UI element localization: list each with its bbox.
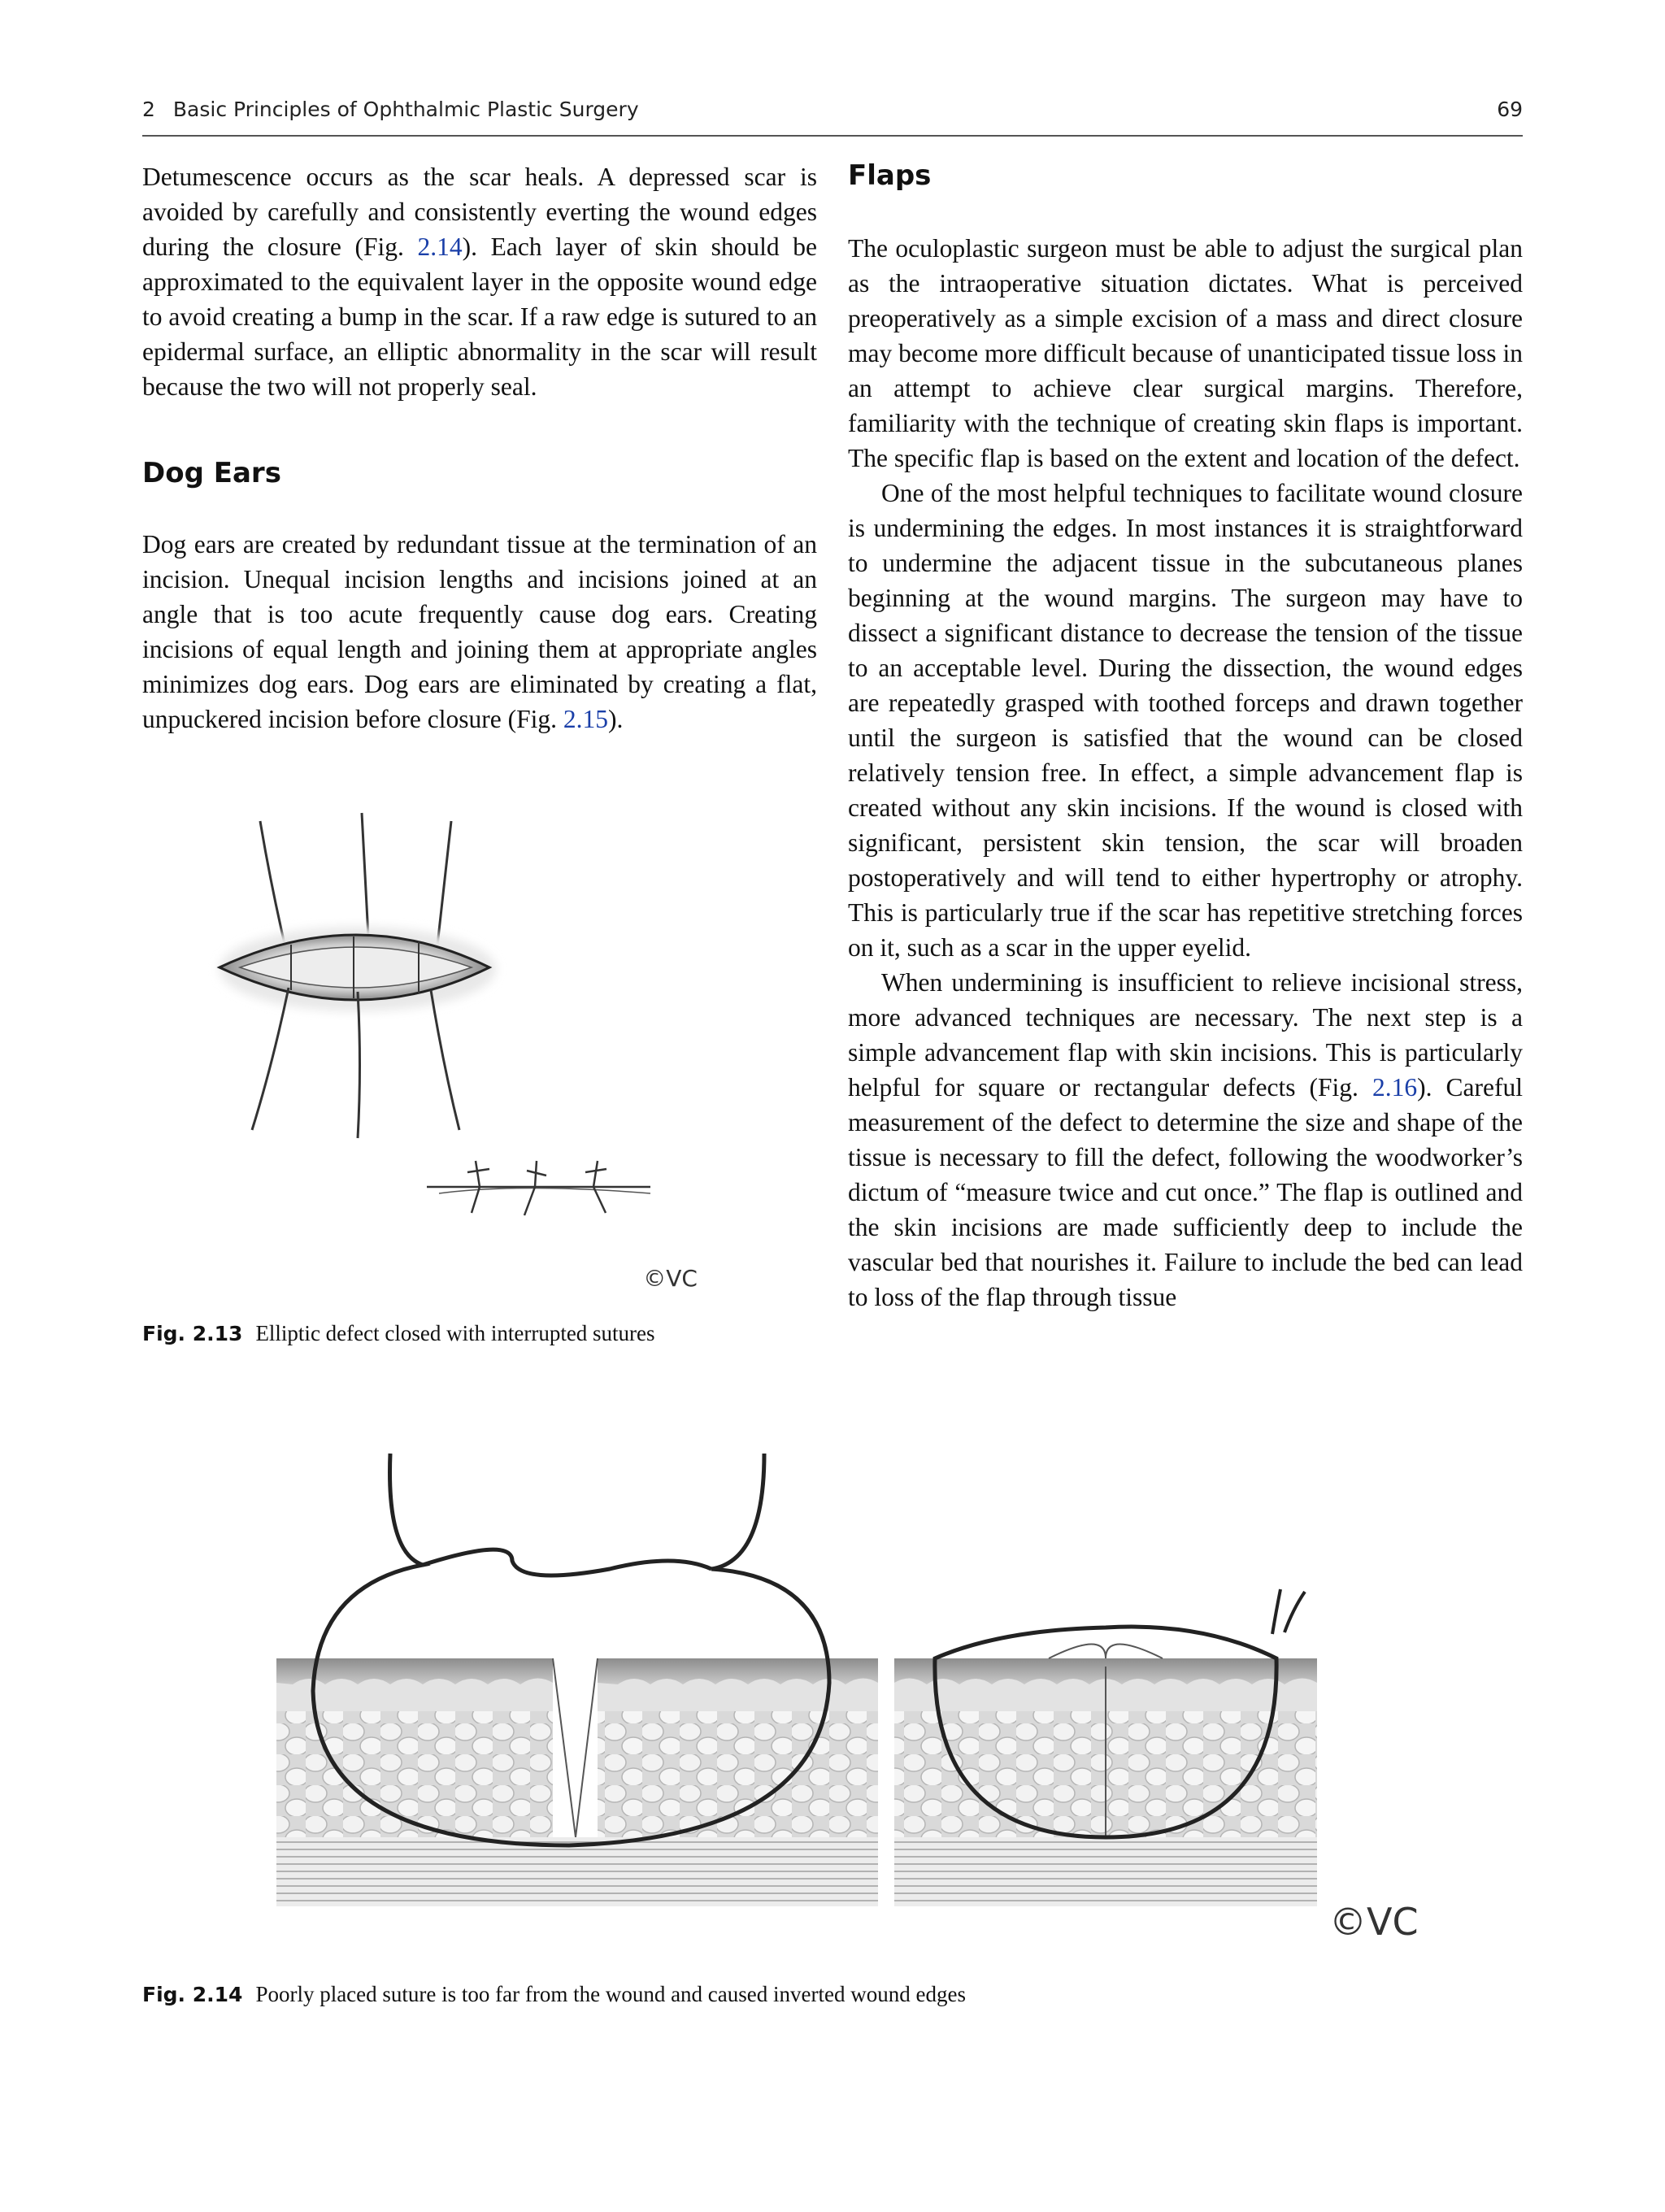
suture-strand xyxy=(431,990,459,1130)
paragraph-text: Dog ears are created by redundant tissue at the termination of an incision. Unequal incision lengths and incisions joined at an angle that is too acute frequently cause dog ears. Creating incisions of equal length and joining them at appropriate angles minimizes dog ears. Dog ears are eliminated by creating a flat, unpuckered incision before closure (Fig. xyxy=(142,530,817,733)
left-column xyxy=(142,159,817,404)
suture-strand xyxy=(252,988,289,1130)
paragraph-flaps-3 xyxy=(848,965,1523,1315)
paragraph-dog-ears xyxy=(142,527,817,737)
heading-flaps: Flaps xyxy=(848,159,932,192)
chapter-title: Basic Principles of Ophthalmic Plastic Surgery xyxy=(172,98,639,121)
figure-label: Fig. 2.14 xyxy=(142,1983,243,2006)
paragraph-text: ). Each layer of skin should be approximated to the equivalent layer in the opposite wound edge to avoid creating a bump in the scar. If a raw edge is sutured to an epidermal surface, an elliptic abnormality in the scar will result because the two will not properly seal. xyxy=(142,232,818,401)
suture-knot xyxy=(1272,1589,1305,1634)
figure-link-2-16[interactable]: 2.16 xyxy=(1372,1073,1418,1102)
caption-text: Elliptic defect closed with interrupted sutures xyxy=(255,1321,655,1345)
figure-copyright: ©VC xyxy=(1329,1900,1419,1944)
running-head xyxy=(142,98,1523,121)
paragraph-flaps-2: One of the most helpful techniques to facilitate wound closure is undermining the edges. In most instances it is straightforward to undermine the adjacent tissue in the subcutaneous planes beginning at the wound margins. The surgeon may have to dissect a significant distance to decrease the tension of the tissue to an acceptable level. During the dissection, the wound edges are repeatedly grasped with toothed forceps and drawn together until the surgeon is satisfied that the wound can be closed relatively tension free. In effect, a simple advancement flap is created without any skin incisions. If the wound is closed with significant, persistent skin tension, the scar will broaden postoperatively and will tend to either hypertrophy or atrophy. This is particularly true if the scar has repetitive stretching forces on it, such as a scar in the upper eyelid. xyxy=(848,479,1523,962)
paragraph-text: ). Careful measurement of the defect to determine the size and shape of the tissue is necessary to fill the defect, following the woodworker’s dictum of “measure twice and cut once.” The flap is outlined and the skin incisions are made sufficiently deep to include the vascular bed that nourishes it. Failure to include the bed can lead to loss of the flap through tissue xyxy=(848,1073,1523,1311)
figure-2-14-illustration xyxy=(268,1415,1423,1967)
heading-dog-ears: Dog Ears xyxy=(142,457,281,489)
paragraph-intro xyxy=(142,159,817,404)
left-column-dog-ears xyxy=(142,527,817,737)
tissue-block-right xyxy=(894,1589,1317,1906)
figure-copyright: ©VC xyxy=(643,1265,698,1292)
header-rule xyxy=(142,135,1523,137)
suture-strand xyxy=(358,992,360,1138)
paragraph-text: When undermining is insufficient to relieve incisional stress, more advanced techniques are necessary. The next step is a simple advancement flap with skin incisions. This is particularly helpful for square or rectangular defects (Fig. xyxy=(848,968,1523,1102)
tissue-block-left xyxy=(276,1454,878,1906)
figure-2-13-caption xyxy=(142,1321,655,1346)
figure-2-13-illustration xyxy=(195,805,764,1309)
paragraph-text: Detumescence occurs as the scar heals. A depressed scar is avoided by carefully and consistently everting the wound edges during the closure (Fig. xyxy=(142,163,817,261)
caption-text: Poorly placed suture is too far from the wound and caused inverted wound edges xyxy=(255,1982,966,2006)
figure-link-2-14[interactable]: 2.14 xyxy=(417,232,463,261)
page-number: 69 xyxy=(1497,98,1523,121)
figure-2-14-caption xyxy=(142,1982,966,2007)
figure-label: Fig. 2.13 xyxy=(142,1322,243,1345)
paragraph-flaps-1: The oculoplastic surgeon must be able to adjust the surgical plan as the intraoperative situation dictates. What is perceived preoperatively as a simple excision of a mass and direct closure may become more difficult because of unanticipated tissue loss in an attempt to achieve clear surgical margins. Therefore, familiarity with the technique of creating skin flaps is important. The specific flap is based on the extent and location of the defect. xyxy=(848,234,1523,472)
chapter-number: 2 xyxy=(142,98,155,121)
paragraph-text: ). xyxy=(607,705,624,733)
figure-link-2-15[interactable]: 2.15 xyxy=(563,705,608,733)
right-column xyxy=(848,231,1523,1315)
